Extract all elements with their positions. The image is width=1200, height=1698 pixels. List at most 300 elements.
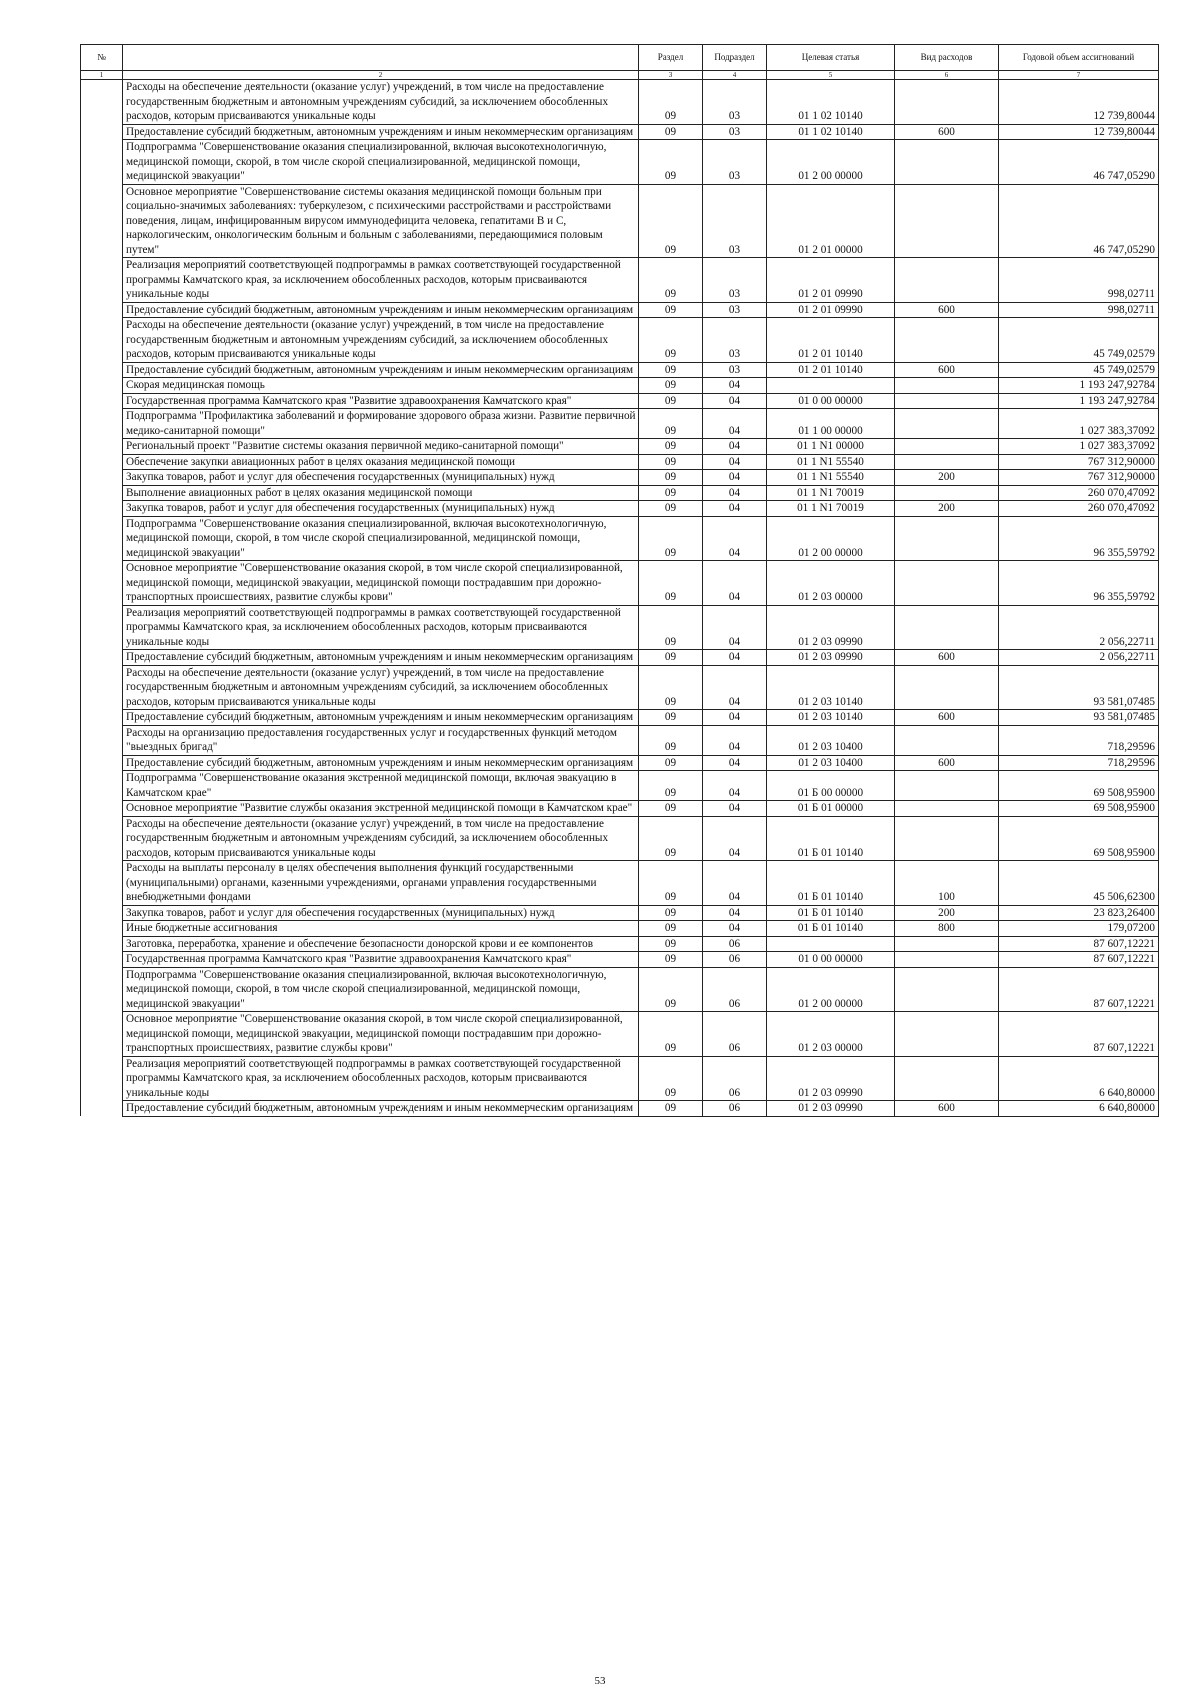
row-target: 01 1 N1 55540	[767, 470, 895, 486]
header-index-7: 7	[999, 71, 1159, 80]
row-amount: 1 193 247,92784	[999, 378, 1159, 394]
row-target: 01 2 03 09990	[767, 605, 895, 650]
row-name: Реализация мероприятий соответствующей подпрограммы в рамках соответствующей государственной программы Камчатского края, за исключением обособленных расходов, которым присваиваются уникальные коды	[123, 258, 639, 303]
row-expense-type: 600	[895, 124, 999, 140]
table-row	[81, 1056, 1159, 1101]
row-expense-type	[895, 378, 999, 394]
row-number-cell	[81, 921, 123, 937]
header-name	[123, 45, 639, 71]
row-razdel: 09	[639, 561, 703, 606]
row-amount: 69 508,95900	[999, 816, 1159, 861]
row-expense-type: 600	[895, 755, 999, 771]
row-podrazdel: 04	[703, 378, 767, 394]
header-expense-type: Вид расходов	[895, 45, 999, 71]
row-name: Предоставление субсидий бюджетным, автономным учреждениям и иным некоммерческим организациям	[123, 302, 639, 318]
row-razdel: 09	[639, 1101, 703, 1117]
table-row	[81, 861, 1159, 906]
row-razdel: 09	[639, 485, 703, 501]
table-row	[81, 725, 1159, 755]
row-podrazdel: 06	[703, 1012, 767, 1057]
row-target: 01 2 03 00000	[767, 561, 895, 606]
row-number-cell	[81, 755, 123, 771]
table-row	[81, 952, 1159, 968]
row-number-cell	[81, 516, 123, 561]
row-amount: 93 581,07485	[999, 665, 1159, 710]
header-index-6: 6	[895, 71, 999, 80]
row-target: 01 2 03 00000	[767, 1012, 895, 1057]
row-name: Закупка товаров, работ и услуг для обеспечения государственных (муниципальных) нужд	[123, 905, 639, 921]
row-target: 01 2 03 09990	[767, 1056, 895, 1101]
row-razdel: 09	[639, 725, 703, 755]
row-amount: 6 640,80000	[999, 1056, 1159, 1101]
header-index-3: 3	[639, 71, 703, 80]
row-target: 01 2 03 09990	[767, 1101, 895, 1117]
row-amount: 23 823,26400	[999, 905, 1159, 921]
row-podrazdel: 06	[703, 936, 767, 952]
row-expense-type	[895, 516, 999, 561]
header-razdel: Раздел	[639, 45, 703, 71]
row-number-cell	[81, 439, 123, 455]
row-expense-type	[895, 258, 999, 303]
row-number-cell	[81, 362, 123, 378]
row-razdel: 09	[639, 302, 703, 318]
row-expense-type	[895, 439, 999, 455]
row-podrazdel: 04	[703, 725, 767, 755]
row-number-cell	[81, 124, 123, 140]
row-name: Расходы на обеспечение деятельности (оказание услуг) учреждений, в том числе на предоставление государственным бюджетным и автономным учреждениям субсидий, за исключением обособленных расходов, которым присваиваются уникальные коды	[123, 816, 639, 861]
budget-table	[80, 44, 1159, 1117]
row-target: 01 2 03 10140	[767, 710, 895, 726]
row-podrazdel: 03	[703, 140, 767, 185]
table-row	[81, 801, 1159, 817]
row-amount: 87 607,12221	[999, 967, 1159, 1012]
row-expense-type	[895, 140, 999, 185]
row-name: Основное мероприятие "Развитие службы оказания экстренной медицинской помощи в Камчатском крае"	[123, 801, 639, 817]
row-razdel: 09	[639, 80, 703, 125]
row-podrazdel: 04	[703, 665, 767, 710]
table-row	[81, 516, 1159, 561]
row-razdel: 09	[639, 967, 703, 1012]
table-row	[81, 184, 1159, 258]
row-podrazdel: 04	[703, 439, 767, 455]
row-expense-type	[895, 816, 999, 861]
table-row	[81, 378, 1159, 394]
row-expense-type	[895, 771, 999, 801]
row-number-cell	[81, 952, 123, 968]
row-podrazdel: 04	[703, 605, 767, 650]
row-name: Региональный проект "Развитие системы оказания первичной медико-санитарной помощи"	[123, 439, 639, 455]
row-number-cell	[81, 485, 123, 501]
row-amount: 1 027 383,37092	[999, 409, 1159, 439]
row-amount: 179,07200	[999, 921, 1159, 937]
row-razdel: 09	[639, 184, 703, 258]
row-podrazdel: 06	[703, 1101, 767, 1117]
row-razdel: 09	[639, 771, 703, 801]
row-podrazdel: 04	[703, 650, 767, 666]
row-number-cell	[81, 409, 123, 439]
row-amount: 767 312,90000	[999, 454, 1159, 470]
row-name: Расходы на выплаты персоналу в целях обеспечения выполнения функций государственными (муниципальными) органами, казенными учреждениями, органами управления государственными внебюджетными фондами	[123, 861, 639, 906]
row-expense-type	[895, 952, 999, 968]
table-row	[81, 967, 1159, 1012]
table-row	[81, 485, 1159, 501]
row-podrazdel: 04	[703, 393, 767, 409]
table-row	[81, 80, 1159, 125]
row-amount: 998,02711	[999, 302, 1159, 318]
row-number-cell	[81, 816, 123, 861]
row-podrazdel: 06	[703, 1056, 767, 1101]
row-razdel: 09	[639, 861, 703, 906]
table-row	[81, 140, 1159, 185]
row-podrazdel: 04	[703, 409, 767, 439]
row-podrazdel: 03	[703, 124, 767, 140]
row-amount: 260 070,47092	[999, 501, 1159, 517]
table-row	[81, 561, 1159, 606]
row-expense-type	[895, 725, 999, 755]
row-expense-type	[895, 318, 999, 363]
table-body	[81, 80, 1159, 1117]
row-number-cell	[81, 378, 123, 394]
row-target: 01 2 01 10140	[767, 318, 895, 363]
row-name: Выполнение авиационных работ в целях оказания медицинской помощи	[123, 485, 639, 501]
row-podrazdel: 04	[703, 921, 767, 937]
row-target: 01 0 00 00000	[767, 952, 895, 968]
row-expense-type: 200	[895, 470, 999, 486]
row-target	[767, 378, 895, 394]
row-target: 01 Б 00 00000	[767, 771, 895, 801]
row-razdel: 09	[639, 936, 703, 952]
row-amount: 2 056,22711	[999, 650, 1159, 666]
row-target: 01 Б 01 00000	[767, 801, 895, 817]
row-expense-type: 600	[895, 650, 999, 666]
row-number-cell	[81, 936, 123, 952]
row-expense-type	[895, 454, 999, 470]
header-index-4: 4	[703, 71, 767, 80]
row-amount: 46 747,05290	[999, 140, 1159, 185]
row-expense-type	[895, 184, 999, 258]
row-razdel: 09	[639, 905, 703, 921]
row-name: Подпрограмма "Совершенствование оказания специализированной, включая высокотехнологичную, медицинской помощи, скорой, в том числе скорой специализированной, медицинской помощи, медицинской эвакуации"	[123, 140, 639, 185]
row-amount: 87 607,12221	[999, 936, 1159, 952]
row-target: 01 1 00 00000	[767, 409, 895, 439]
row-podrazdel: 04	[703, 801, 767, 817]
row-expense-type	[895, 485, 999, 501]
row-number-cell	[81, 725, 123, 755]
budget-table-sheet	[80, 44, 1158, 1117]
row-expense-type	[895, 1012, 999, 1057]
row-podrazdel: 03	[703, 318, 767, 363]
row-target: 01 2 03 10140	[767, 665, 895, 710]
row-podrazdel: 04	[703, 710, 767, 726]
row-podrazdel: 04	[703, 905, 767, 921]
row-name: Государственная программа Камчатского края "Развитие здравоохранения Камчатского края"	[123, 952, 639, 968]
row-name: Заготовка, переработка, хранение и обеспечение безопасности донорской крови и ее компонентов	[123, 936, 639, 952]
row-target: 01 1 N1 00000	[767, 439, 895, 455]
row-razdel: 09	[639, 710, 703, 726]
row-expense-type: 200	[895, 905, 999, 921]
row-razdel: 09	[639, 409, 703, 439]
row-expense-type	[895, 409, 999, 439]
row-number-cell	[81, 258, 123, 303]
row-target: 01 Б 01 10140	[767, 816, 895, 861]
row-name: Расходы на обеспечение деятельности (оказание услуг) учреждений, в том числе на предоставление государственным бюджетным и автономным учреждениям субсидий, за исключением обособленных расходов, которым присваиваются уникальные коды	[123, 80, 639, 125]
row-target: 01 2 03 09990	[767, 650, 895, 666]
row-razdel: 09	[639, 439, 703, 455]
row-razdel: 09	[639, 140, 703, 185]
row-target: 01 1 N1 70019	[767, 485, 895, 501]
row-expense-type: 600	[895, 362, 999, 378]
row-razdel: 09	[639, 378, 703, 394]
row-target: 01 2 00 00000	[767, 140, 895, 185]
row-razdel: 09	[639, 665, 703, 710]
row-name: Расходы на обеспечение деятельности (оказание услуг) учреждений, в том числе на предоставление государственным бюджетным и автономным учреждениям субсидий, за исключением обособленных расходов, которым присваиваются уникальные коды	[123, 318, 639, 363]
row-razdel: 09	[639, 454, 703, 470]
row-podrazdel: 04	[703, 816, 767, 861]
row-podrazdel: 03	[703, 258, 767, 303]
table-row	[81, 393, 1159, 409]
row-amount: 87 607,12221	[999, 1012, 1159, 1057]
row-amount: 718,29596	[999, 755, 1159, 771]
table-row	[81, 755, 1159, 771]
table-row	[81, 454, 1159, 470]
row-expense-type	[895, 967, 999, 1012]
table-row	[81, 302, 1159, 318]
row-expense-type	[895, 393, 999, 409]
table-row	[81, 605, 1159, 650]
row-expense-type: 200	[895, 501, 999, 517]
row-amount: 96 355,59792	[999, 561, 1159, 606]
row-podrazdel: 06	[703, 967, 767, 1012]
row-razdel: 09	[639, 1056, 703, 1101]
row-expense-type: 100	[895, 861, 999, 906]
row-number-cell	[81, 905, 123, 921]
row-amount: 69 508,95900	[999, 801, 1159, 817]
row-number-cell	[81, 1101, 123, 1117]
row-amount: 45 749,02579	[999, 362, 1159, 378]
row-amount: 998,02711	[999, 258, 1159, 303]
row-amount: 718,29596	[999, 725, 1159, 755]
header-amount: Годовой объем ассигнований	[999, 45, 1159, 71]
row-razdel: 09	[639, 393, 703, 409]
table-row	[81, 362, 1159, 378]
row-target: 01 1 02 10140	[767, 80, 895, 125]
table-row	[81, 816, 1159, 861]
header-index-5: 5	[767, 71, 895, 80]
row-podrazdel: 03	[703, 184, 767, 258]
row-razdel: 09	[639, 921, 703, 937]
row-number-cell	[81, 771, 123, 801]
row-number-cell	[81, 605, 123, 650]
row-target: 01 1 N1 70019	[767, 501, 895, 517]
header-target: Целевая статья	[767, 45, 895, 71]
row-amount: 767 312,90000	[999, 470, 1159, 486]
row-expense-type: 600	[895, 710, 999, 726]
row-name: Подпрограмма "Совершенствование оказания специализированной, включая высокотехнологичную, медицинской помощи, скорой, в том числе скорой специализированной, медицинской помощи, медицинской эвакуации"	[123, 967, 639, 1012]
row-target: 01 1 N1 55540	[767, 454, 895, 470]
row-name: Основное мероприятие "Совершенствование системы оказания медицинской помощи больным при социально-значимых заболеваниях: туберкулезом, с психическими расстройствами и расстройствами поведения, лицам, инфицированным вирусом иммунодефицита человека, гепатитами В и С, наркологическим, онкологическим больным и больным с заболеваниями, передающимися половым путем"	[123, 184, 639, 258]
row-expense-type: 600	[895, 1101, 999, 1117]
row-podrazdel: 04	[703, 485, 767, 501]
row-amount: 45 749,02579	[999, 318, 1159, 363]
table-row	[81, 1101, 1159, 1117]
header-number: №	[81, 45, 123, 71]
row-razdel: 09	[639, 605, 703, 650]
row-number-cell	[81, 140, 123, 185]
row-amount: 69 508,95900	[999, 771, 1159, 801]
row-number-cell	[81, 1012, 123, 1057]
row-amount: 87 607,12221	[999, 952, 1159, 968]
table-header	[81, 45, 1159, 80]
row-target: 01 2 01 09990	[767, 258, 895, 303]
row-expense-type	[895, 936, 999, 952]
table-row	[81, 470, 1159, 486]
row-amount: 45 506,62300	[999, 861, 1159, 906]
header-index-2: 2	[123, 71, 639, 80]
row-podrazdel: 03	[703, 362, 767, 378]
row-number-cell	[81, 393, 123, 409]
row-amount: 2 056,22711	[999, 605, 1159, 650]
row-expense-type	[895, 561, 999, 606]
row-target: 01 0 00 00000	[767, 393, 895, 409]
row-podrazdel: 06	[703, 952, 767, 968]
row-podrazdel: 04	[703, 755, 767, 771]
row-amount: 6 640,80000	[999, 1101, 1159, 1117]
row-name: Реализация мероприятий соответствующей подпрограммы в рамках соответствующей государственной программы Камчатского края, за исключением обособленных расходов, которым присваиваются уникальные коды	[123, 1056, 639, 1101]
row-number-cell	[81, 665, 123, 710]
row-name: Подпрограмма "Профилактика заболеваний и формирование здорового образа жизни. Развитие первичной медико-санитарной помощи"	[123, 409, 639, 439]
row-amount: 12 739,80044	[999, 124, 1159, 140]
row-razdel: 09	[639, 816, 703, 861]
row-number-cell	[81, 650, 123, 666]
row-number-cell	[81, 454, 123, 470]
row-target: 01 2 00 00000	[767, 516, 895, 561]
row-amount: 46 747,05290	[999, 184, 1159, 258]
row-name: Реализация мероприятий соответствующей подпрограммы в рамках соответствующей государственной программы Камчатского края, за исключением обособленных расходов, которым присваиваются уникальные коды	[123, 605, 639, 650]
row-razdel: 09	[639, 952, 703, 968]
row-name: Государственная программа Камчатского края "Развитие здравоохранения Камчатского края"	[123, 393, 639, 409]
row-target	[767, 936, 895, 952]
row-razdel: 09	[639, 755, 703, 771]
row-razdel: 09	[639, 801, 703, 817]
row-name: Предоставление субсидий бюджетным, автономным учреждениям и иным некоммерческим организациям	[123, 124, 639, 140]
row-name: Закупка товаров, работ и услуг для обеспечения государственных (муниципальных) нужд	[123, 470, 639, 486]
row-razdel: 09	[639, 318, 703, 363]
row-name: Основное мероприятие "Совершенствование оказания скорой, в том числе скорой специализированной, медицинской помощи, медицинской эвакуации, медицинской помощи пострадавшим при дорожно-транспортных происшествиях, развитие службы крови"	[123, 1012, 639, 1057]
row-podrazdel: 03	[703, 302, 767, 318]
row-amount: 96 355,59792	[999, 516, 1159, 561]
row-expense-type	[895, 801, 999, 817]
row-razdel: 09	[639, 258, 703, 303]
row-name: Предоставление субсидий бюджетным, автономным учреждениям и иным некоммерческим организациям	[123, 755, 639, 771]
row-number-cell	[81, 710, 123, 726]
header-podrazdel: Подраздел	[703, 45, 767, 71]
table-row	[81, 921, 1159, 937]
row-name: Предоставление субсидий бюджетным, автономным учреждениям и иным некоммерческим организациям	[123, 650, 639, 666]
row-number-cell	[81, 501, 123, 517]
row-expense-type: 600	[895, 302, 999, 318]
row-target: 01 2 01 10140	[767, 362, 895, 378]
row-razdel: 09	[639, 1012, 703, 1057]
row-name: Иные бюджетные ассигнования	[123, 921, 639, 937]
row-number-cell	[81, 470, 123, 486]
row-name: Скорая медицинская помощь	[123, 378, 639, 394]
row-expense-type	[895, 605, 999, 650]
row-name: Предоставление субсидий бюджетным, автономным учреждениям и иным некоммерческим организациям	[123, 362, 639, 378]
row-target: 01 1 02 10140	[767, 124, 895, 140]
row-number-cell	[81, 861, 123, 906]
row-expense-type	[895, 1056, 999, 1101]
row-target: 01 2 01 09990	[767, 302, 895, 318]
row-razdel: 09	[639, 516, 703, 561]
table-row	[81, 439, 1159, 455]
row-target: 01 Б 01 10140	[767, 921, 895, 937]
table-row	[81, 905, 1159, 921]
table-row	[81, 501, 1159, 517]
row-podrazdel: 04	[703, 771, 767, 801]
row-target: 01 Б 01 10140	[767, 905, 895, 921]
row-target: 01 2 03 10400	[767, 725, 895, 755]
row-amount: 93 581,07485	[999, 710, 1159, 726]
row-razdel: 09	[639, 470, 703, 486]
row-target: 01 2 00 00000	[767, 967, 895, 1012]
row-number-cell	[81, 318, 123, 363]
page-number: 53	[594, 1675, 606, 1687]
row-podrazdel: 04	[703, 470, 767, 486]
row-expense-type: 800	[895, 921, 999, 937]
row-amount: 1 027 383,37092	[999, 439, 1159, 455]
row-amount: 260 070,47092	[999, 485, 1159, 501]
row-podrazdel: 03	[703, 80, 767, 125]
row-number-cell	[81, 561, 123, 606]
table-row	[81, 710, 1159, 726]
table-row	[81, 258, 1159, 303]
row-number-cell	[81, 967, 123, 1012]
table-row	[81, 771, 1159, 801]
table-row	[81, 936, 1159, 952]
row-name: Закупка товаров, работ и услуг для обеспечения государственных (муниципальных) нужд	[123, 501, 639, 517]
row-target: 01 Б 01 10140	[767, 861, 895, 906]
row-amount: 1 193 247,92784	[999, 393, 1159, 409]
row-razdel: 09	[639, 501, 703, 517]
header-index-1: 1	[81, 71, 123, 80]
row-name: Предоставление субсидий бюджетным, автономным учреждениям и иным некоммерческим организациям	[123, 710, 639, 726]
row-name: Подпрограмма "Совершенствование оказания экстренной медицинской помощи, включая эвакуацию в Камчатском крае"	[123, 771, 639, 801]
row-number-cell	[81, 80, 123, 125]
row-expense-type	[895, 80, 999, 125]
row-name: Основное мероприятие "Совершенствование оказания скорой, в том числе скорой специализированной, медицинской помощи, медицинской эвакуации, медицинской помощи пострадавшим при дорожно-транспортных происшествиях, развитие службы крови"	[123, 561, 639, 606]
table-row	[81, 1012, 1159, 1057]
table-row	[81, 124, 1159, 140]
row-podrazdel: 04	[703, 861, 767, 906]
table-row	[81, 318, 1159, 363]
table-row	[81, 665, 1159, 710]
row-podrazdel: 04	[703, 501, 767, 517]
row-name: Расходы на обеспечение деятельности (оказание услуг) учреждений, в том числе на предоставление государственным бюджетным и автономным учреждениям субсидий, за исключением обособленных расходов, которым присваиваются уникальные коды	[123, 665, 639, 710]
table-row	[81, 409, 1159, 439]
row-podrazdel: 04	[703, 561, 767, 606]
row-razdel: 09	[639, 124, 703, 140]
row-name: Обеспечение закупки авиационных работ в целях оказания медицинской помощи	[123, 454, 639, 470]
row-podrazdel: 04	[703, 516, 767, 561]
row-target: 01 2 01 00000	[767, 184, 895, 258]
row-podrazdel: 04	[703, 454, 767, 470]
table-row	[81, 650, 1159, 666]
row-number-cell	[81, 1056, 123, 1101]
row-number-cell	[81, 801, 123, 817]
row-name: Предоставление субсидий бюджетным, автономным учреждениям и иным некоммерческим организациям	[123, 1101, 639, 1117]
row-target: 01 2 03 10400	[767, 755, 895, 771]
row-name: Подпрограмма "Совершенствование оказания специализированной, включая высокотехнологичную, медицинской помощи, скорой, в том числе скорой специализированной, медицинской помощи, медицинской эвакуации"	[123, 516, 639, 561]
